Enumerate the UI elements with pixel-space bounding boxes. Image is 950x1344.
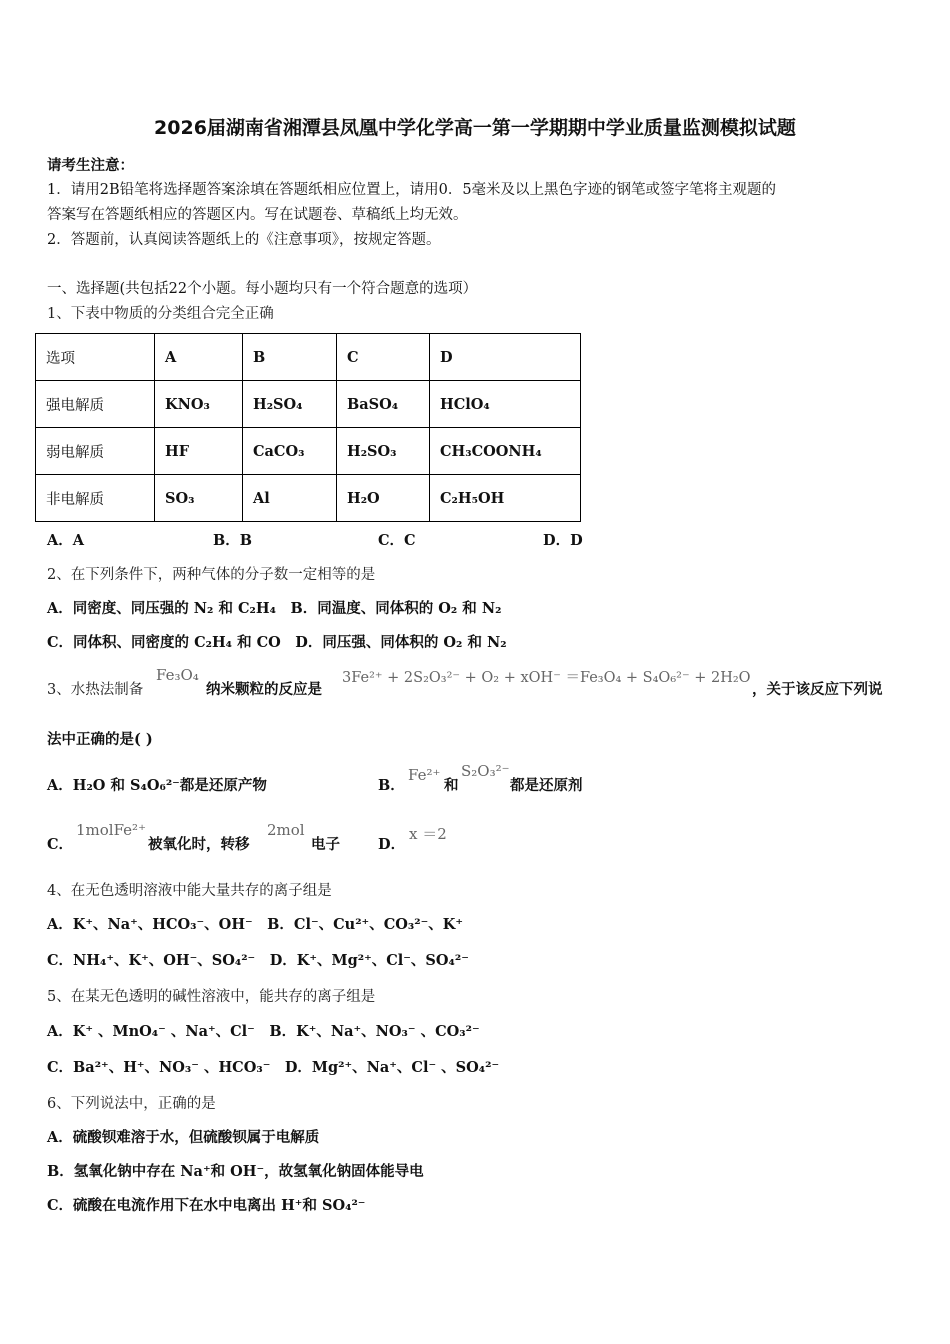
q1-stem: 1、下表中物质的分类组合完全正确: [47, 306, 274, 322]
q3-option-b-fe: Fe²⁺: [408, 766, 441, 784]
table-cell: 弱电解质: [36, 428, 155, 475]
q3-option-c-2mol: 2mol: [267, 821, 305, 839]
q6-stem: 6、下列说法中，正确的是: [47, 1096, 216, 1112]
table-cell: BaSO₄: [337, 381, 430, 428]
q1-option-c: C．C: [378, 532, 416, 549]
q2-options-line-2: C．同体积、同密度的 C₂H₄ 和 CO D．同压强、同体积的 O₂ 和 N₂: [47, 634, 507, 651]
q3-equation: 3Fe²⁺ + 2S₂O₃²⁻ + O₂ + xOH⁻ ＝Fe₃O₄ + S₄O₆²⁻ + 2H₂O: [342, 670, 751, 686]
table-row: [36, 381, 581, 428]
q3-stem-b: 纳米颗粒的反应是: [206, 681, 322, 698]
q3-option-c-label: C．: [47, 836, 74, 853]
table-row: [36, 475, 581, 522]
q3-option-c-text-1: 被氧化时，转移: [148, 836, 250, 853]
q3-option-b-and: 和: [444, 777, 459, 794]
q2-stem: 2、在下列条件下，两种气体的分子数一定相等的是: [47, 567, 376, 583]
table-row: [36, 334, 581, 381]
q5-stem: 5、在某无色透明的碱性溶液中，能共存的离子组是: [47, 989, 376, 1005]
q6-option-c: C．硫酸在电流作用下在水中电离出 H⁺和 SO₄²⁻: [47, 1197, 366, 1214]
q4-options-line-1: A．K⁺、Na⁺、HCO₃⁻、OH⁻ B．Cl⁻、Cu²⁺、CO₃²⁻、K⁺: [47, 916, 463, 933]
notice-line-1: 1．请用2B铅笔将选择题答案涂填在答题纸相应位置上，请用0．5毫米及以上黑色字迹的钢笔或签字笔将主观题的: [47, 182, 777, 198]
table-cell: 选项: [36, 334, 155, 381]
section-heading: 一、选择题(共包括22个小题。每小题均只有一个符合题意的选项）: [47, 281, 478, 297]
table-cell: Al: [243, 475, 337, 522]
table-cell: B: [243, 334, 337, 381]
table-cell: HClO₄: [430, 381, 581, 428]
q3-formula-fe3o4: Fe₃O₄: [156, 666, 199, 684]
notice-line-3: 2．答题前，认真阅读答题纸上的《注意事项》，按规定答题。: [47, 232, 441, 248]
page-title: 2026届湖南省湘潭县凤凰中学化学高一第一学期期中学业质量监测模拟试题: [154, 117, 796, 139]
q3-option-b-label: B．: [378, 777, 405, 794]
table-cell: D: [430, 334, 581, 381]
q2-options-line-1: A．同密度、同压强的 N₂ 和 C₂H₄ B．同温度、同体积的 O₂ 和 N₂: [47, 600, 502, 617]
table-cell: C: [337, 334, 430, 381]
q3-option-d-formula: x ＝2: [409, 825, 447, 843]
q3-option-d-label: D．: [378, 836, 406, 853]
table-cell: A: [155, 334, 243, 381]
q3-stem-c: ，关于该反应下列说: [752, 681, 883, 698]
q3-option-b-s2o3: S₂O₃²⁻: [461, 762, 510, 780]
q1-option-d: D．D: [543, 532, 583, 549]
table-cell: C₂H₅OH: [430, 475, 581, 522]
q3-option-c-mol: 1molFe²⁺: [76, 821, 146, 839]
table-cell: KNO₃: [155, 381, 243, 428]
table-cell: H₂O: [337, 475, 430, 522]
q6-option-b: B．氢氧化钠中存在 Na⁺和 OH⁻，故氢氧化钠固体能导电: [47, 1163, 424, 1180]
table-cell: H₂SO₃: [337, 428, 430, 475]
q6-option-a: A．硫酸钡难溶于水，但硫酸钡属于电解质: [47, 1129, 320, 1146]
table-cell: CH₃COONH₄: [430, 428, 581, 475]
classification-table: [35, 333, 581, 522]
q4-options-line-2: C．NH₄⁺、K⁺、OH⁻、SO₄²⁻ D．K⁺、Mg²⁺、Cl⁻、SO₄²⁻: [47, 952, 469, 969]
table-cell: H₂SO₄: [243, 381, 337, 428]
table-cell: 非电解质: [36, 475, 155, 522]
q3-option-b-text: 都是还原剂: [510, 777, 583, 794]
q1-option-a: A．A: [47, 532, 85, 549]
notice-line-2: 答案写在答题纸相应的答题区内。写在试题卷、草稿纸上均无效。: [47, 207, 468, 223]
q1-option-b: B．B: [213, 532, 253, 549]
table-row: [36, 428, 581, 475]
table-cell: HF: [155, 428, 243, 475]
table-cell: 强电解质: [36, 381, 155, 428]
q4-stem: 4、在无色透明溶液中能大量共存的离子组是: [47, 883, 332, 899]
q3-option-c-text-2: 电子: [311, 836, 340, 853]
q5-options-line-1: A．K⁺ 、MnO₄⁻ 、Na⁺、Cl⁻ B．K⁺、Na⁺、NO₃⁻ 、CO₃²⁻: [47, 1023, 480, 1040]
table-cell: SO₃: [155, 475, 243, 522]
notice-heading: 请考生注意：: [47, 157, 134, 174]
q3-stem-d: 法中正确的是( ): [47, 731, 153, 748]
q5-options-line-2: C．Ba²⁺、H⁺、NO₃⁻ 、HCO₃⁻ D．Mg²⁺、Na⁺、Cl⁻ 、SO₄²⁻: [47, 1059, 500, 1076]
table-cell: CaCO₃: [243, 428, 337, 475]
q3-option-a: A．H₂O 和 S₄O₆²⁻都是还原产物: [47, 777, 267, 794]
q3-stem-a: 3、水热法制备: [47, 682, 144, 698]
